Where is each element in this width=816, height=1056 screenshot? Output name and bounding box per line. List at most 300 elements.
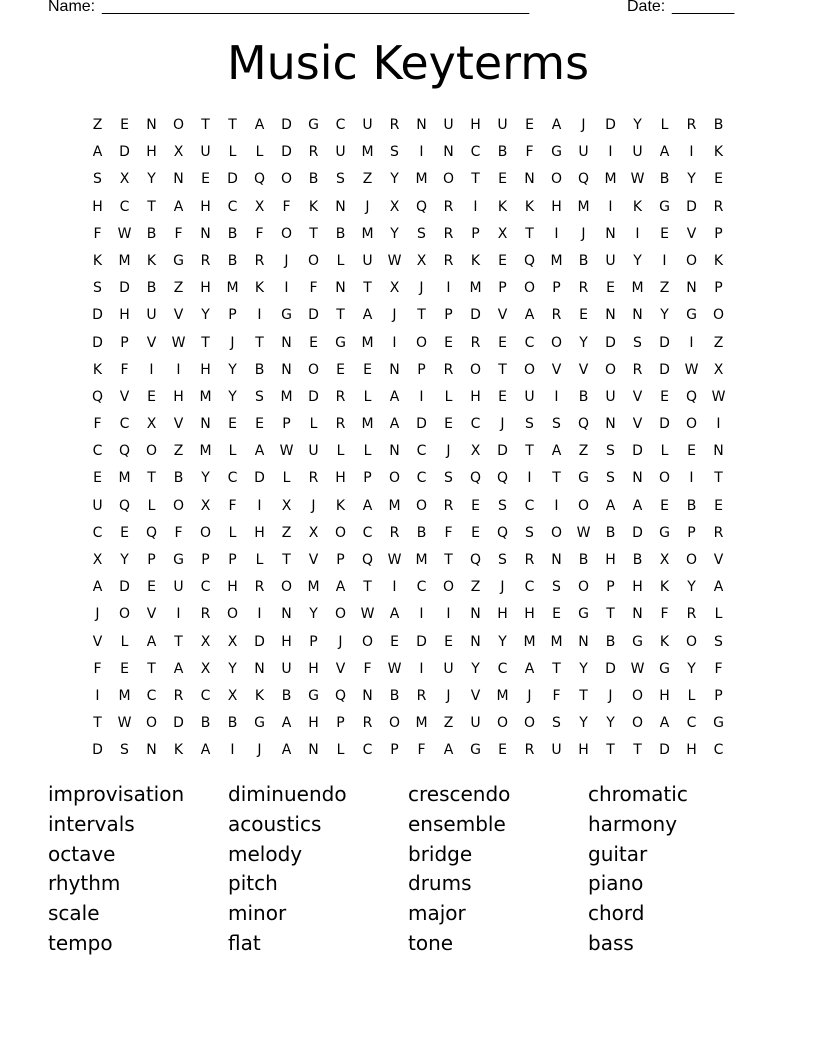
grid-letter: F: [444, 524, 453, 541]
grid-letter: K: [470, 252, 481, 269]
grid-letter: R: [713, 524, 724, 541]
grid-letter: R: [443, 198, 454, 215]
grid-letter: P: [552, 280, 561, 297]
grid-row: [84, 411, 732, 438]
grid-letter: U: [362, 252, 373, 269]
grid-letter: K: [713, 144, 724, 161]
grid-letter: E: [525, 117, 534, 133]
grid-letter: D: [686, 198, 697, 215]
grid-letter: I: [554, 388, 559, 405]
grid-letter: E: [660, 225, 669, 242]
grid-letter: Y: [687, 660, 696, 677]
grid-letter: D: [308, 388, 319, 405]
grid-letter: M: [523, 633, 536, 650]
grid-letter: I: [176, 361, 181, 378]
grid-letter: N: [281, 606, 292, 623]
grid-letter: B: [227, 252, 238, 269]
grid-letter: I: [554, 225, 559, 242]
grid-letter: K: [254, 687, 265, 704]
grid-letter: I: [473, 198, 478, 215]
date-field-line: _______: [672, 0, 735, 15]
grid-letter: N: [470, 606, 481, 623]
grid-letter: E: [660, 497, 669, 514]
grid-letter: W: [117, 715, 132, 732]
grid-row: [84, 629, 732, 656]
grid-letter: G: [632, 633, 643, 650]
grid-letter: X: [254, 198, 265, 215]
word-list-item: major: [408, 901, 466, 926]
grid-letter: D: [227, 171, 238, 188]
grid-letter: Y: [498, 633, 507, 650]
grid-letter: T: [606, 742, 615, 759]
grid-letter: Q: [523, 252, 536, 269]
grid-letter: U: [524, 388, 535, 405]
grid-letter: S: [390, 144, 399, 161]
grid-letter: D: [605, 117, 616, 133]
grid-letter: A: [173, 660, 184, 677]
grid-letter: E: [147, 579, 156, 596]
grid-letter: N: [146, 742, 157, 759]
grid-letter: C: [362, 524, 373, 541]
grid-letter: Q: [577, 171, 590, 188]
grid-letter: C: [524, 334, 535, 351]
grid-letter: P: [714, 687, 723, 704]
grid-letter: Y: [228, 361, 237, 378]
grid-row: [84, 302, 732, 329]
grid-letter: D: [281, 144, 292, 161]
word-list-row: [48, 929, 768, 959]
grid-letter: L: [120, 633, 129, 650]
word-list-item: diminuendo: [228, 782, 347, 806]
grid-row: [84, 275, 732, 302]
grid-letter: A: [254, 117, 265, 133]
grid-letter: D: [605, 334, 616, 351]
grid-letter: C: [119, 198, 130, 215]
grid-letter: M: [388, 497, 401, 514]
grid-letter: L: [660, 443, 669, 460]
grid-letter: C: [497, 660, 508, 677]
grid-letter: P: [309, 633, 318, 650]
grid-letter: Q: [253, 171, 266, 188]
grid-letter: O: [523, 361, 536, 378]
grid-letter: F: [660, 606, 669, 623]
grid-letter: H: [524, 606, 535, 623]
date-label: Date:: [627, 0, 666, 15]
grid-letter: Y: [471, 660, 480, 677]
grid-letter: U: [578, 144, 589, 161]
grid-letter: P: [606, 579, 615, 596]
grid-letter: J: [419, 280, 424, 297]
grid-letter: A: [389, 388, 400, 405]
grid-letter: T: [606, 606, 615, 623]
grid-letter: D: [497, 443, 508, 460]
grid-letter: T: [363, 579, 372, 596]
grid-letter: G: [281, 307, 292, 324]
grid-letter: X: [146, 416, 157, 433]
grid-letter: G: [308, 687, 319, 704]
grid-letter: T: [228, 117, 237, 133]
grid-letter: D: [416, 633, 427, 650]
word-list-item: scale: [48, 901, 100, 926]
grid-letter: L: [363, 388, 372, 405]
grid-letter: N: [146, 117, 157, 133]
grid-letter: M: [118, 252, 131, 269]
grid-letter: N: [308, 742, 319, 759]
grid-letter: E: [444, 334, 453, 351]
grid-row: [84, 710, 732, 737]
grid-letter: V: [632, 388, 643, 405]
grid-letter: F: [255, 225, 264, 242]
grid-letter: W: [711, 388, 726, 405]
grid-letter: R: [389, 524, 400, 541]
grid-letter: Q: [685, 388, 698, 405]
grid-letter: M: [415, 171, 428, 188]
grid-letter: D: [119, 579, 130, 596]
grid-letter: Y: [201, 470, 210, 487]
grid-letter: H: [200, 198, 211, 215]
grid-letter: C: [92, 443, 103, 460]
grid-row: [84, 737, 732, 764]
grid-letter: J: [446, 687, 451, 704]
grid-letter: M: [361, 144, 374, 161]
grid-letter: Y: [606, 715, 615, 732]
grid-letter: I: [257, 497, 262, 514]
grid-letter: S: [525, 524, 534, 541]
grid-row: [84, 465, 732, 492]
grid-letter: S: [552, 579, 561, 596]
grid-letter: O: [631, 687, 644, 704]
grid-letter: M: [199, 443, 212, 460]
grid-letter: J: [284, 252, 289, 269]
grid-letter: T: [336, 307, 345, 324]
grid-letter: Z: [173, 443, 184, 460]
grid-letter: W: [117, 225, 132, 242]
grid-letter: H: [686, 742, 697, 759]
grid-letter: H: [659, 687, 670, 704]
grid-letter: W: [387, 552, 402, 568]
grid-letter: C: [362, 742, 373, 759]
grid-letter: M: [307, 579, 320, 596]
grid-letter: E: [201, 171, 210, 188]
grid-letter: M: [496, 687, 509, 704]
grid-letter: M: [415, 552, 428, 568]
grid-letter: B: [416, 524, 427, 541]
grid-letter: P: [444, 307, 453, 324]
grid-letter: E: [336, 361, 345, 378]
grid-letter: B: [578, 552, 589, 568]
grid-letter: A: [524, 660, 535, 677]
grid-row: [84, 520, 732, 547]
grid-letter: H: [173, 388, 184, 405]
grid-letter: C: [470, 416, 481, 433]
grid-letter: V: [146, 606, 157, 623]
grid-letter: H: [146, 144, 157, 161]
grid-letter: D: [659, 416, 670, 433]
grid-letter: T: [525, 443, 534, 460]
grid-letter: R: [254, 252, 265, 269]
grid-letter: R: [686, 117, 697, 133]
grid-letter: V: [578, 361, 589, 378]
grid-letter: M: [631, 280, 644, 297]
grid-letter: E: [498, 252, 507, 269]
grid-letter: U: [308, 443, 319, 460]
grid-letter: Y: [633, 252, 642, 269]
grid-letter: N: [416, 117, 427, 133]
grid-letter: X: [200, 660, 211, 677]
grid-letter: G: [578, 606, 589, 623]
grid-letter: M: [550, 252, 563, 269]
grid-letter: N: [605, 225, 616, 242]
grid-letter: V: [632, 416, 643, 433]
grid-letter: E: [498, 388, 507, 405]
grid-letter: E: [687, 443, 696, 460]
grid-letter: N: [686, 280, 697, 297]
grid-letter: R: [443, 225, 454, 242]
grid-letter: S: [93, 280, 102, 297]
grid-letter: H: [92, 198, 103, 215]
grid-row: [84, 112, 732, 139]
grid-letter: T: [255, 334, 264, 351]
grid-letter: I: [419, 660, 424, 677]
grid-letter: E: [309, 334, 318, 351]
grid-letter: K: [524, 198, 535, 215]
grid-letter: A: [389, 416, 400, 433]
grid-letter: Q: [469, 552, 482, 568]
page-title: Music Keyterms: [226, 36, 590, 90]
grid-letter: C: [686, 715, 697, 732]
grid-letter: X: [92, 552, 103, 568]
grid-letter: N: [551, 552, 562, 568]
grid-letter: F: [714, 660, 723, 677]
grid-letter: R: [524, 552, 535, 568]
grid-letter: U: [200, 144, 211, 161]
grid-letter: F: [120, 361, 129, 378]
grid-letter: O: [550, 334, 563, 351]
grid-letter: O: [145, 443, 158, 460]
word-list-item: tone: [408, 930, 454, 955]
grid-letter: D: [92, 334, 103, 351]
grid-letter: G: [335, 334, 346, 351]
grid-letter: S: [606, 443, 615, 460]
grid-letter: B: [335, 225, 346, 242]
word-list-item: bridge: [408, 841, 473, 866]
word-list-item: ensemble: [408, 811, 506, 836]
grid-letter: O: [523, 715, 536, 732]
grid-letter: I: [257, 606, 262, 623]
grid-row: [84, 248, 732, 275]
grid-letter: Z: [659, 280, 670, 297]
grid-letter: X: [389, 198, 400, 215]
grid-letter: O: [118, 606, 131, 623]
grid-letter: O: [307, 361, 320, 378]
grid-letter: L: [255, 552, 264, 568]
grid-letter: R: [308, 144, 319, 161]
grid-letter: D: [659, 742, 670, 759]
grid-letter: A: [254, 443, 265, 460]
word-list-item: improvisation: [48, 782, 185, 806]
grid-letter: L: [660, 117, 669, 133]
grid-letter: B: [605, 524, 616, 541]
grid-letter: L: [309, 416, 318, 433]
grid-letter: K: [659, 579, 670, 596]
grid-letter: O: [415, 334, 428, 351]
grid-letter: K: [659, 633, 670, 650]
grid-letter: V: [686, 225, 697, 242]
grid-letter: E: [471, 524, 480, 541]
grid-letter: L: [228, 144, 237, 161]
grid-letter: A: [281, 742, 292, 759]
grid-letter: O: [280, 225, 293, 242]
grid-letter: I: [392, 334, 397, 351]
grid-letter: B: [578, 252, 589, 269]
grid-letter: Q: [361, 552, 374, 568]
grid-letter: L: [228, 443, 237, 460]
grid-letter: C: [416, 443, 427, 460]
grid-letter: G: [551, 144, 562, 161]
grid-letter: A: [659, 144, 670, 161]
grid-row: [84, 493, 732, 520]
grid-letter: G: [659, 660, 670, 677]
grid-letter: T: [282, 552, 291, 568]
grid-letter: N: [713, 443, 724, 460]
grid-letter: W: [171, 334, 186, 351]
grid-letter: O: [226, 606, 239, 623]
grid-letter: N: [524, 171, 535, 188]
grid-letter: J: [311, 497, 316, 514]
grid-letter: P: [390, 742, 399, 759]
grid-letter: O: [172, 497, 185, 514]
grid-letter: N: [632, 470, 643, 487]
grid-letter: D: [308, 307, 319, 324]
grid-letter: F: [174, 524, 183, 541]
grid-letter: N: [389, 443, 400, 460]
grid-row: [84, 330, 732, 357]
grid-letter: K: [713, 252, 724, 269]
grid-letter: D: [416, 416, 427, 433]
grid-letter: K: [308, 198, 319, 215]
grid-letter: R: [713, 198, 724, 215]
grid-letter: T: [309, 225, 318, 242]
word-list-item: pitch: [228, 871, 278, 896]
grid-letter: O: [388, 470, 401, 487]
grid-letter: T: [174, 633, 183, 650]
grid-letter: O: [172, 117, 185, 133]
grid-letter: R: [524, 742, 535, 759]
grid-letter: G: [659, 524, 670, 541]
grid-letter: M: [577, 198, 590, 215]
grid-letter: Q: [118, 443, 131, 460]
grid-letter: G: [470, 742, 481, 759]
grid-letter: H: [470, 388, 481, 405]
grid-letter: R: [308, 470, 319, 487]
grid-letter: I: [608, 144, 613, 161]
grid-letter: J: [338, 633, 343, 650]
grid-letter: K: [146, 252, 157, 269]
grid-letter: J: [446, 443, 451, 460]
grid-letter: F: [363, 660, 372, 677]
grid-letter: D: [659, 334, 670, 351]
grid-letter: X: [308, 524, 319, 541]
grid-letter: M: [199, 388, 212, 405]
grid-letter: B: [308, 171, 319, 188]
grid-letter: U: [497, 117, 508, 133]
grid-letter: M: [550, 633, 563, 650]
grid-letter: Q: [496, 524, 509, 541]
grid-letter: F: [552, 687, 561, 704]
grid-letter: A: [362, 497, 373, 514]
grid-letter: S: [498, 552, 507, 568]
grid-letter: E: [120, 117, 129, 133]
word-list-row: [48, 810, 768, 840]
grid-letter: C: [200, 687, 211, 704]
grid-letter: E: [498, 334, 507, 351]
grid-letter: M: [226, 280, 239, 297]
grid-letter: X: [200, 497, 211, 514]
grid-letter: B: [173, 470, 184, 487]
grid-letter: T: [201, 334, 210, 351]
grid-letter: K: [92, 361, 103, 378]
grid-letter: G: [578, 470, 589, 487]
grid-letter: E: [363, 361, 372, 378]
grid-letter: X: [713, 361, 724, 378]
grid-letter: E: [579, 307, 588, 324]
grid-letter: A: [632, 497, 643, 514]
grid-letter: X: [389, 280, 400, 297]
word-list-item: guitar: [588, 841, 648, 866]
grid-letter: V: [470, 687, 481, 704]
grid-letter: I: [230, 742, 235, 759]
grid-letter: G: [686, 307, 697, 324]
grid-letter: Q: [91, 388, 104, 405]
grid-letter: M: [280, 388, 293, 405]
word-list-row: [48, 840, 768, 870]
grid-letter: F: [93, 416, 102, 433]
word-search-grid: [84, 112, 732, 765]
grid-letter: I: [662, 252, 667, 269]
grid-letter: O: [199, 524, 212, 541]
grid-letter: R: [578, 280, 589, 297]
word-list-item: bass: [588, 930, 634, 955]
grid-letter: U: [443, 117, 454, 133]
grid-letter: S: [633, 334, 642, 351]
grid-letter: O: [631, 715, 644, 732]
grid-letter: V: [497, 307, 508, 324]
grid-letter: T: [147, 660, 156, 677]
word-list-item: chord: [588, 901, 645, 926]
grid-letter: O: [388, 715, 401, 732]
grid-letter: P: [282, 416, 291, 433]
grid-letter: I: [419, 606, 424, 623]
grid-letter: U: [470, 715, 481, 732]
grid-letter: L: [336, 252, 345, 269]
grid-letter: L: [282, 470, 291, 487]
grid-letter: I: [176, 606, 181, 623]
grid-letter: C: [470, 144, 481, 161]
grid-letter: N: [632, 606, 643, 623]
grid-letter: Q: [469, 470, 482, 487]
grid-letter: A: [524, 307, 535, 324]
grid-letter: A: [713, 579, 724, 596]
grid-letter: N: [443, 144, 454, 161]
grid-letter: E: [714, 497, 723, 514]
grid-letter: O: [469, 361, 482, 378]
grid-letter: R: [551, 307, 562, 324]
grid-letter: A: [92, 579, 103, 596]
word-list: [48, 780, 768, 959]
grid-letter: E: [444, 633, 453, 650]
grid-letter: M: [361, 225, 374, 242]
grid-letter: B: [200, 715, 211, 732]
